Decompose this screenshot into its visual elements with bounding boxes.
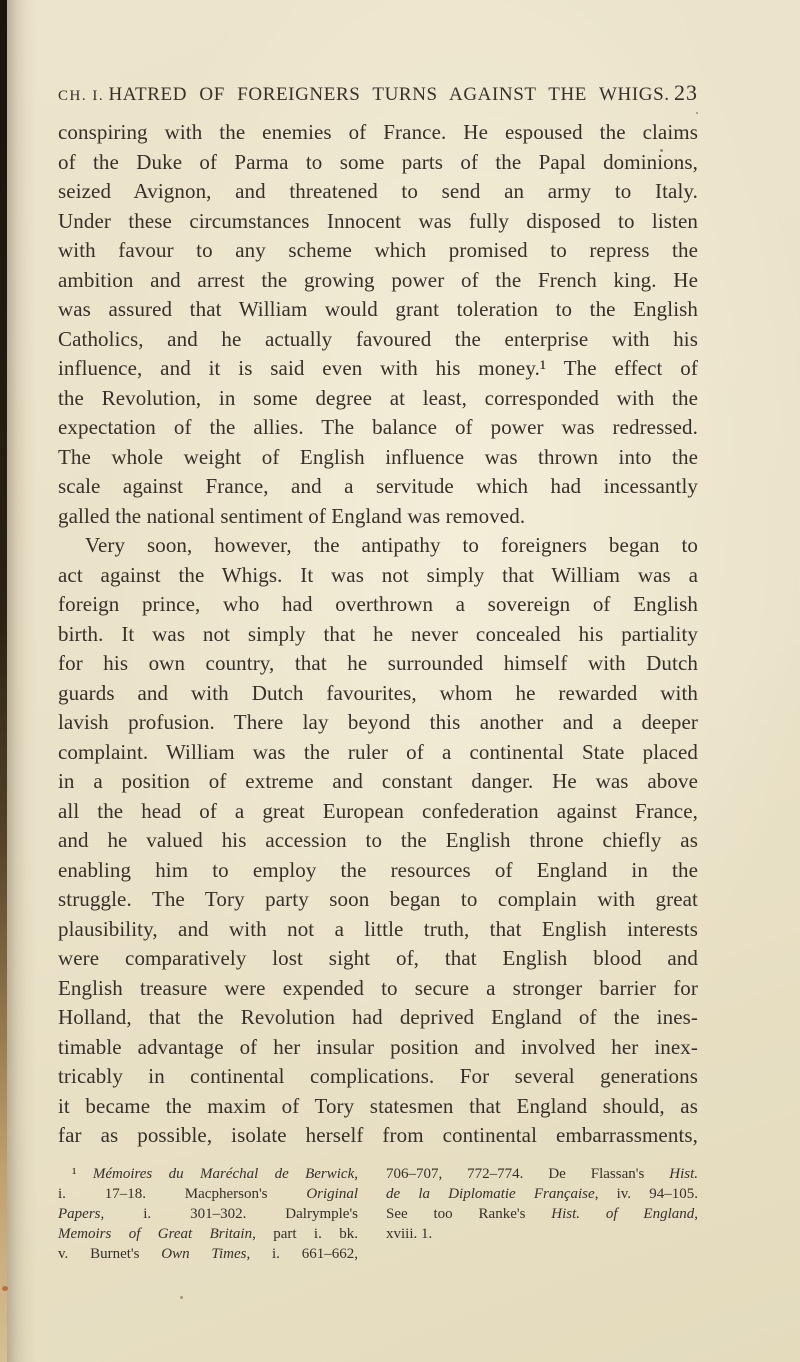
text-line: for his own country, that he surrounded himself with Dutch (58, 651, 698, 675)
text-line: Catholics, and he actually favoured the enterprise with his (58, 326, 698, 351)
text-line: birth. It was not simply that he never concealed his partiality (58, 621, 698, 646)
text-line: of the Duke of Parma to some parts of the Papal dominions, (58, 149, 698, 174)
text-line: expectation of the allies. The balance of power was redressed. (58, 415, 698, 439)
text-line: guards and with Dutch favourites, whom he rewarded with (58, 680, 698, 705)
text-line: it became the maxim of Tory statesmen that England should, as (58, 1093, 698, 1118)
text-line: Very soon, however, the antipathy to foreigners began to (85, 533, 698, 557)
footnote-line: ¹ Mémoires du Maréchal de Berwick, (72, 1166, 358, 1182)
text-line: complaint. William was the ruler of a continental State placed (58, 739, 698, 764)
text-line: English treasure were expended to secure a stronger barrier for (58, 975, 698, 1000)
text-line: act against the Whigs. It was not simply that William was a (58, 562, 698, 587)
gutter-shadow (7, 0, 37, 1362)
paper-speck (180, 1296, 183, 1299)
paragraph-1 (58, 118, 698, 531)
text-line: ambition and arrest the growing power of the French king. He (58, 267, 698, 292)
text-line: The whole weight of English influence was thrown into the (58, 444, 698, 469)
text-line: foreign prince, who had overthrown a sovereign of English (58, 592, 698, 616)
text-line: timable advantage of her insular position and involved her inex- (58, 1034, 698, 1059)
text-line: Under these circumstances Innocent was fully disposed to listen (58, 208, 698, 233)
running-title: HATRED OF FOREIGNERS TURNS AGAINST THE WHIGS. (108, 84, 670, 105)
text-line: in a position of extreme and constant danger. He was above (58, 769, 698, 793)
text-line: tricably in continental complications. For several generations (58, 1064, 698, 1088)
footnote-line: xviii. 1. (386, 1226, 433, 1242)
footnote-line: i. 17–18. Macpherson's Original (58, 1186, 358, 1202)
text-line: the Revolution, in some degree at least, corresponded with the (58, 385, 698, 410)
footnote-line: 706–707, 772–774. De Flassan's Hist. (386, 1166, 698, 1182)
text-line: all the head of a great European confederation against France, (58, 798, 698, 823)
footnote (58, 1164, 698, 1264)
text-line: were comparatively lost sight of, that English blood and (58, 946, 698, 970)
text-line: galled the national sentiment of England was removed. (58, 503, 526, 528)
text-line: far as possible, isolate herself from continental embarrassments, (58, 1123, 698, 1147)
body-text (58, 118, 698, 1151)
footnote-line: See too Ranke's Hist. of England, (386, 1206, 698, 1222)
text-line: with favour to any scheme which promised to repress the (58, 238, 698, 262)
text-line: struggle. The Tory party soon began to complain with great (58, 887, 698, 911)
text-line: plausibility, and with not a little truth, that English interests (58, 916, 698, 941)
text-line-with-footnote-ref: influence, and it is said even with his money.¹ The effect of (58, 356, 698, 380)
footnote-line: de la Diplomatie Française, iv. 94–105. (386, 1186, 698, 1202)
footnote-line: Memoirs of Great Britain, part i. bk. (58, 1226, 358, 1242)
footnote-line: Papers, i. 301–302. Dalrymple's (58, 1206, 358, 1222)
running-header (58, 80, 698, 106)
text-line: conspiring with the enemies of France. He espoused the claims (58, 120, 698, 144)
text-line: enabling him to employ the resources of England in the (58, 857, 698, 882)
text-line: was assured that William would grant toleration to the English (58, 297, 698, 321)
text-line: and he valued his accession to the English throne chiefly as (58, 828, 698, 852)
text-line: scale against France, and a servitude which had incessantly (58, 474, 698, 498)
paper-speck (2, 1286, 8, 1291)
footnote-column-right (386, 1164, 698, 1264)
chapter-label: CH. I. (58, 88, 105, 104)
text-line: seized Avignon, and threatened to send an army to Italy. (58, 179, 698, 203)
paragraph-2 (58, 531, 698, 1151)
footnote-column-left (58, 1164, 358, 1264)
text-line: Holland, that the Revolution had deprived England of the ines- (58, 1005, 698, 1029)
text-line: lavish profusion. There lay beyond this another and a deeper (58, 710, 698, 734)
page-left-edge (0, 0, 7, 1362)
footnote-line: v. Burnet's Own Times, i. 661–662, (58, 1246, 358, 1262)
page-number: 23 (674, 80, 698, 105)
paper-speck (696, 112, 698, 114)
